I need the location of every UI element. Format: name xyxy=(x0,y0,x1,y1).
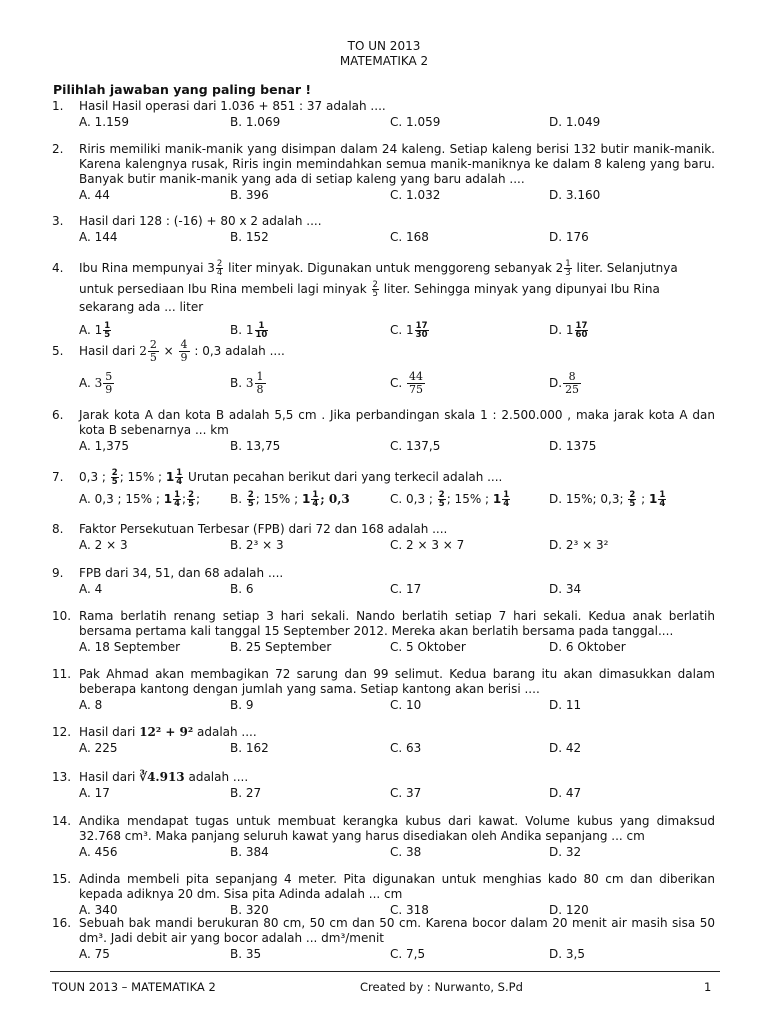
option-a: A. 18 September xyxy=(79,640,181,654)
option-b: B. 320 xyxy=(230,903,269,917)
option-a: A. 1.159 xyxy=(79,115,129,129)
option-d: D. 120 xyxy=(549,903,589,917)
question-13 xyxy=(0,770,768,801)
question-number: 12. xyxy=(52,725,72,739)
footer-title: TOUN 2013 – MATEMATIKA 2 xyxy=(52,980,216,994)
option-b: B. 1.069 xyxy=(230,115,281,129)
option-d: D. $\frac{8}{25}$ xyxy=(549,370,580,396)
question-7 xyxy=(0,466,768,510)
option-d: D. 3.160 xyxy=(549,188,601,202)
option-d: D. 1 $\frac{17}{60}$ xyxy=(549,321,588,340)
question-text: 0,3 ; $\frac{2}{5}$ ; 15% ; 1 $\frac{1}{4}$ Urutan pecahan berikut dari yang terkecil adalah .... xyxy=(79,468,503,487)
question-number: 3. xyxy=(52,214,64,228)
question-number: 16. xyxy=(52,916,72,930)
question-number: 1. xyxy=(52,99,64,113)
question-number: 6. xyxy=(52,408,64,422)
question-number: 10. xyxy=(52,609,72,623)
option-c: C. 318 xyxy=(390,903,429,917)
question-text: FPB dari 34, 51, dan 68 adalah .... xyxy=(79,566,284,580)
question-number: 5. xyxy=(52,344,64,358)
option-d: D. 47 xyxy=(549,786,582,800)
option-d: D. 11 xyxy=(549,698,582,712)
option-b: B. 3 $\frac{1}{8}$ xyxy=(230,370,264,396)
question-8 xyxy=(0,522,768,553)
question-text-line-3: sekarang ada ... liter xyxy=(79,300,204,314)
subject-title: MATEMATIKA 2 xyxy=(339,54,429,68)
question-12 xyxy=(0,725,768,756)
question-number: 2. xyxy=(52,142,64,156)
question-6 xyxy=(0,408,768,454)
footer-author: Created by : Nurwanto, S.Pd xyxy=(360,980,523,994)
option-d: D. 3,5 xyxy=(549,947,585,961)
question-text: Hasil dari ∛4.913 adalah .... xyxy=(79,770,249,784)
option-d: D. 2³ × 3² xyxy=(549,538,609,552)
question-5 xyxy=(0,338,768,398)
question-text: Hasil dari 128 : (-16) + 80 x 2 adalah .... xyxy=(79,214,322,228)
option-a: A. 144 xyxy=(79,230,118,244)
option-c: C. 137,5 xyxy=(390,439,441,453)
option-a: A. 3 $\frac{5}{9}$ xyxy=(79,370,113,396)
option-a: A. 4 xyxy=(79,582,103,596)
option-b: B. 1 $\frac{1}{10}$ xyxy=(230,321,268,340)
question-number: 15. xyxy=(52,872,72,886)
instruction: Pilihlah jawaban yang paling benar ! xyxy=(53,82,312,97)
option-c: C. 1.059 xyxy=(390,115,441,129)
option-c: C. 0,3 ; $\frac{2}{5}$ ; 15% ; 1 $\frac{1}{4}$ xyxy=(390,490,510,509)
option-b: B. 396 xyxy=(230,188,269,202)
option-c: C. 17 xyxy=(390,582,422,596)
option-b: B. 6 xyxy=(230,582,254,596)
option-d: D. 1.049 xyxy=(549,115,601,129)
test-title: TO UN 2013 xyxy=(347,39,421,53)
option-b: B. 384 xyxy=(230,845,269,859)
option-a: A. 75 xyxy=(79,947,110,961)
question-text: Hasil Hasil operasi dari 1.036 + 851 : 37 adalah .... xyxy=(79,99,386,113)
option-c: C. 10 xyxy=(390,698,422,712)
question-11 xyxy=(0,667,768,713)
question-number: 8. xyxy=(52,522,64,536)
option-b: B. 2³ × 3 xyxy=(230,538,284,552)
option-a: A. 44 xyxy=(79,188,110,202)
question-text: Sebuah bak mandi berukuran 80 cm, 50 cm dan 50 cm. Karena bocor dalam 20 menit air masih sisa 50 dm³. Jadi debit air yang bocor adalah ... dm³/menit xyxy=(79,916,715,945)
option-c: C. 63 xyxy=(390,741,422,755)
option-b: B. 162 xyxy=(230,741,269,755)
option-c: C. 1 $\frac{17}{30}$ xyxy=(390,321,428,340)
question-16 xyxy=(0,916,768,962)
option-a: A. 17 xyxy=(79,786,110,800)
option-a: A. 1 $\frac{1}{5}$ xyxy=(79,321,111,340)
option-d: D. 32 xyxy=(549,845,582,859)
option-d: D. 42 xyxy=(549,741,582,755)
option-b: B. $\frac{2}{5}$ ; 15% ; 1 $\frac{1}{4}$ ; 0,3 xyxy=(230,490,350,509)
question-number: 13. xyxy=(52,770,72,784)
footer-divider xyxy=(50,971,720,972)
option-d: D. 34 xyxy=(549,582,582,596)
option-d: D. 15%; 0,3; $\frac{2}{5}$ ; 1 $\frac{1}{4}$ xyxy=(549,490,666,509)
question-number: 4. xyxy=(52,261,64,275)
question-4 xyxy=(0,258,768,341)
question-text-line-2: untuk persediaan Ibu Rina membeli lagi minyak $\frac{2}{5}$ liter. Sehingga minyak yang dipunyai Ibu Rina xyxy=(79,280,660,299)
question-9 xyxy=(0,566,768,597)
question-number: 9. xyxy=(52,566,64,580)
question-text: Jarak kota A dan kota B adalah 5,5 cm . Jika perbandingan skala 1 : 2.500.000 , maka jarak kota A dan kota B sebenarnya ... km xyxy=(79,408,715,437)
question-2 xyxy=(0,142,768,203)
question-text: Hasil dari 12² + 9² adalah .... xyxy=(79,725,257,739)
fraction: $\frac{2}{4}$ xyxy=(216,259,223,278)
option-d: D. 6 Oktober xyxy=(549,640,626,654)
question-number: 7. xyxy=(52,470,64,484)
question-15 xyxy=(0,872,768,918)
option-d: D. 176 xyxy=(549,230,589,244)
option-c: C. 7,5 xyxy=(390,947,426,961)
question-1 xyxy=(0,99,768,130)
option-c: C. 168 xyxy=(390,230,429,244)
option-b: B. 152 xyxy=(230,230,269,244)
option-c: C. 2 × 3 × 7 xyxy=(390,538,465,552)
option-c: C. $\frac{44}{75}$ xyxy=(390,370,424,396)
option-a: A. 225 xyxy=(79,741,118,755)
option-c: C. 37 xyxy=(390,786,422,800)
option-a: A. 1,375 xyxy=(79,439,129,453)
fraction: $\frac{1}{3}$ xyxy=(565,259,571,278)
fraction: $\frac{2}{5}$ xyxy=(372,280,378,299)
question-text: Adinda membeli pita sepanjang 4 meter. Pita digunakan untuk menghias kado 80 cm dan diberikan kepada adiknya 20 dm. Sisa pita Adinda adalah ... cm xyxy=(79,872,715,901)
option-c: C. 5 Oktober xyxy=(390,640,466,654)
question-text: Rama berlatih renang setiap 3 hari sekali. Nando berlatih setiap 7 hari sekali. Kedua anak berlatih bersama pertama kali tanggal 15 September 2012. Mereka akan berlatih bersama pada tanggal.... xyxy=(79,609,715,638)
page-number: 1 xyxy=(704,980,712,994)
question-text: Andika mendapat tugas untuk membuat kerangka kubus dari kawat. Volume kubus yang dimaksud 32.768 cm³. Maka panjang seluruh kawat yang harus disediakan oleh Andika sepanjang ... cm xyxy=(79,814,715,843)
option-a: A. 340 xyxy=(79,903,118,917)
mixed-whole: 3 xyxy=(207,261,215,275)
question-3 xyxy=(0,214,768,245)
question-text: Pak Ahmad akan membagikan 72 sarung dan 99 selimut. Kedua barang itu akan dimasukkan dalam beberapa kantong dengan jumlah yang sama. Setiap kantong akan berisi .... xyxy=(79,667,715,696)
option-b: B. 27 xyxy=(230,786,262,800)
question-text: Riris memiliki manik-manik yang disimpan dalam 24 kaleng. Setiap kaleng berisi 132 butir manik-manik. Karena kalengnya rusak, Riris ingin memindahkan semua manik-maniknya ke dalam 8 kaleng yang baru. Banyak butir manik-manik yang ada di setiap kaleng yang baru adalah .... xyxy=(79,142,715,186)
option-b: B. 13,75 xyxy=(230,439,281,453)
option-b: B. 25 September xyxy=(230,640,332,654)
question-14 xyxy=(0,814,768,860)
question-number: 11. xyxy=(52,667,72,681)
mixed-whole: 2 xyxy=(555,261,564,275)
question-10 xyxy=(0,609,768,655)
option-b: B. 9 xyxy=(230,698,254,712)
question-text: Hasil dari 2 $\frac{2}{5}$ × $\frac{4}{9}$ : 0,3 adalah .... xyxy=(79,338,285,364)
option-b: B. 35 xyxy=(230,947,262,961)
document-header xyxy=(0,39,768,69)
option-c: C. 1.032 xyxy=(390,188,441,202)
question-text-line-1: Ibu Rina mempunyai 3 $\frac{2}{4}$ liter minyak. Digunakan untuk menggoreng sebanyak 2 $\frac{1}{3}$ liter. Selanjutnya xyxy=(79,259,678,278)
option-a: A. 8 xyxy=(79,698,103,712)
question-number: 14. xyxy=(52,814,72,828)
option-a: A. 2 × 3 xyxy=(79,538,128,552)
option-a: A. 456 xyxy=(79,845,118,859)
option-c: C. 38 xyxy=(390,845,422,859)
option-d: D. 1375 xyxy=(549,439,597,453)
question-text: Faktor Persekutuan Terbesar (FPB) dari 72 dan 168 adalah .... xyxy=(79,522,448,536)
option-a: A. 0,3 ; 15% ; 1 $\frac{1}{4}$ ; $\frac{2}{5}$ ; xyxy=(79,490,201,509)
